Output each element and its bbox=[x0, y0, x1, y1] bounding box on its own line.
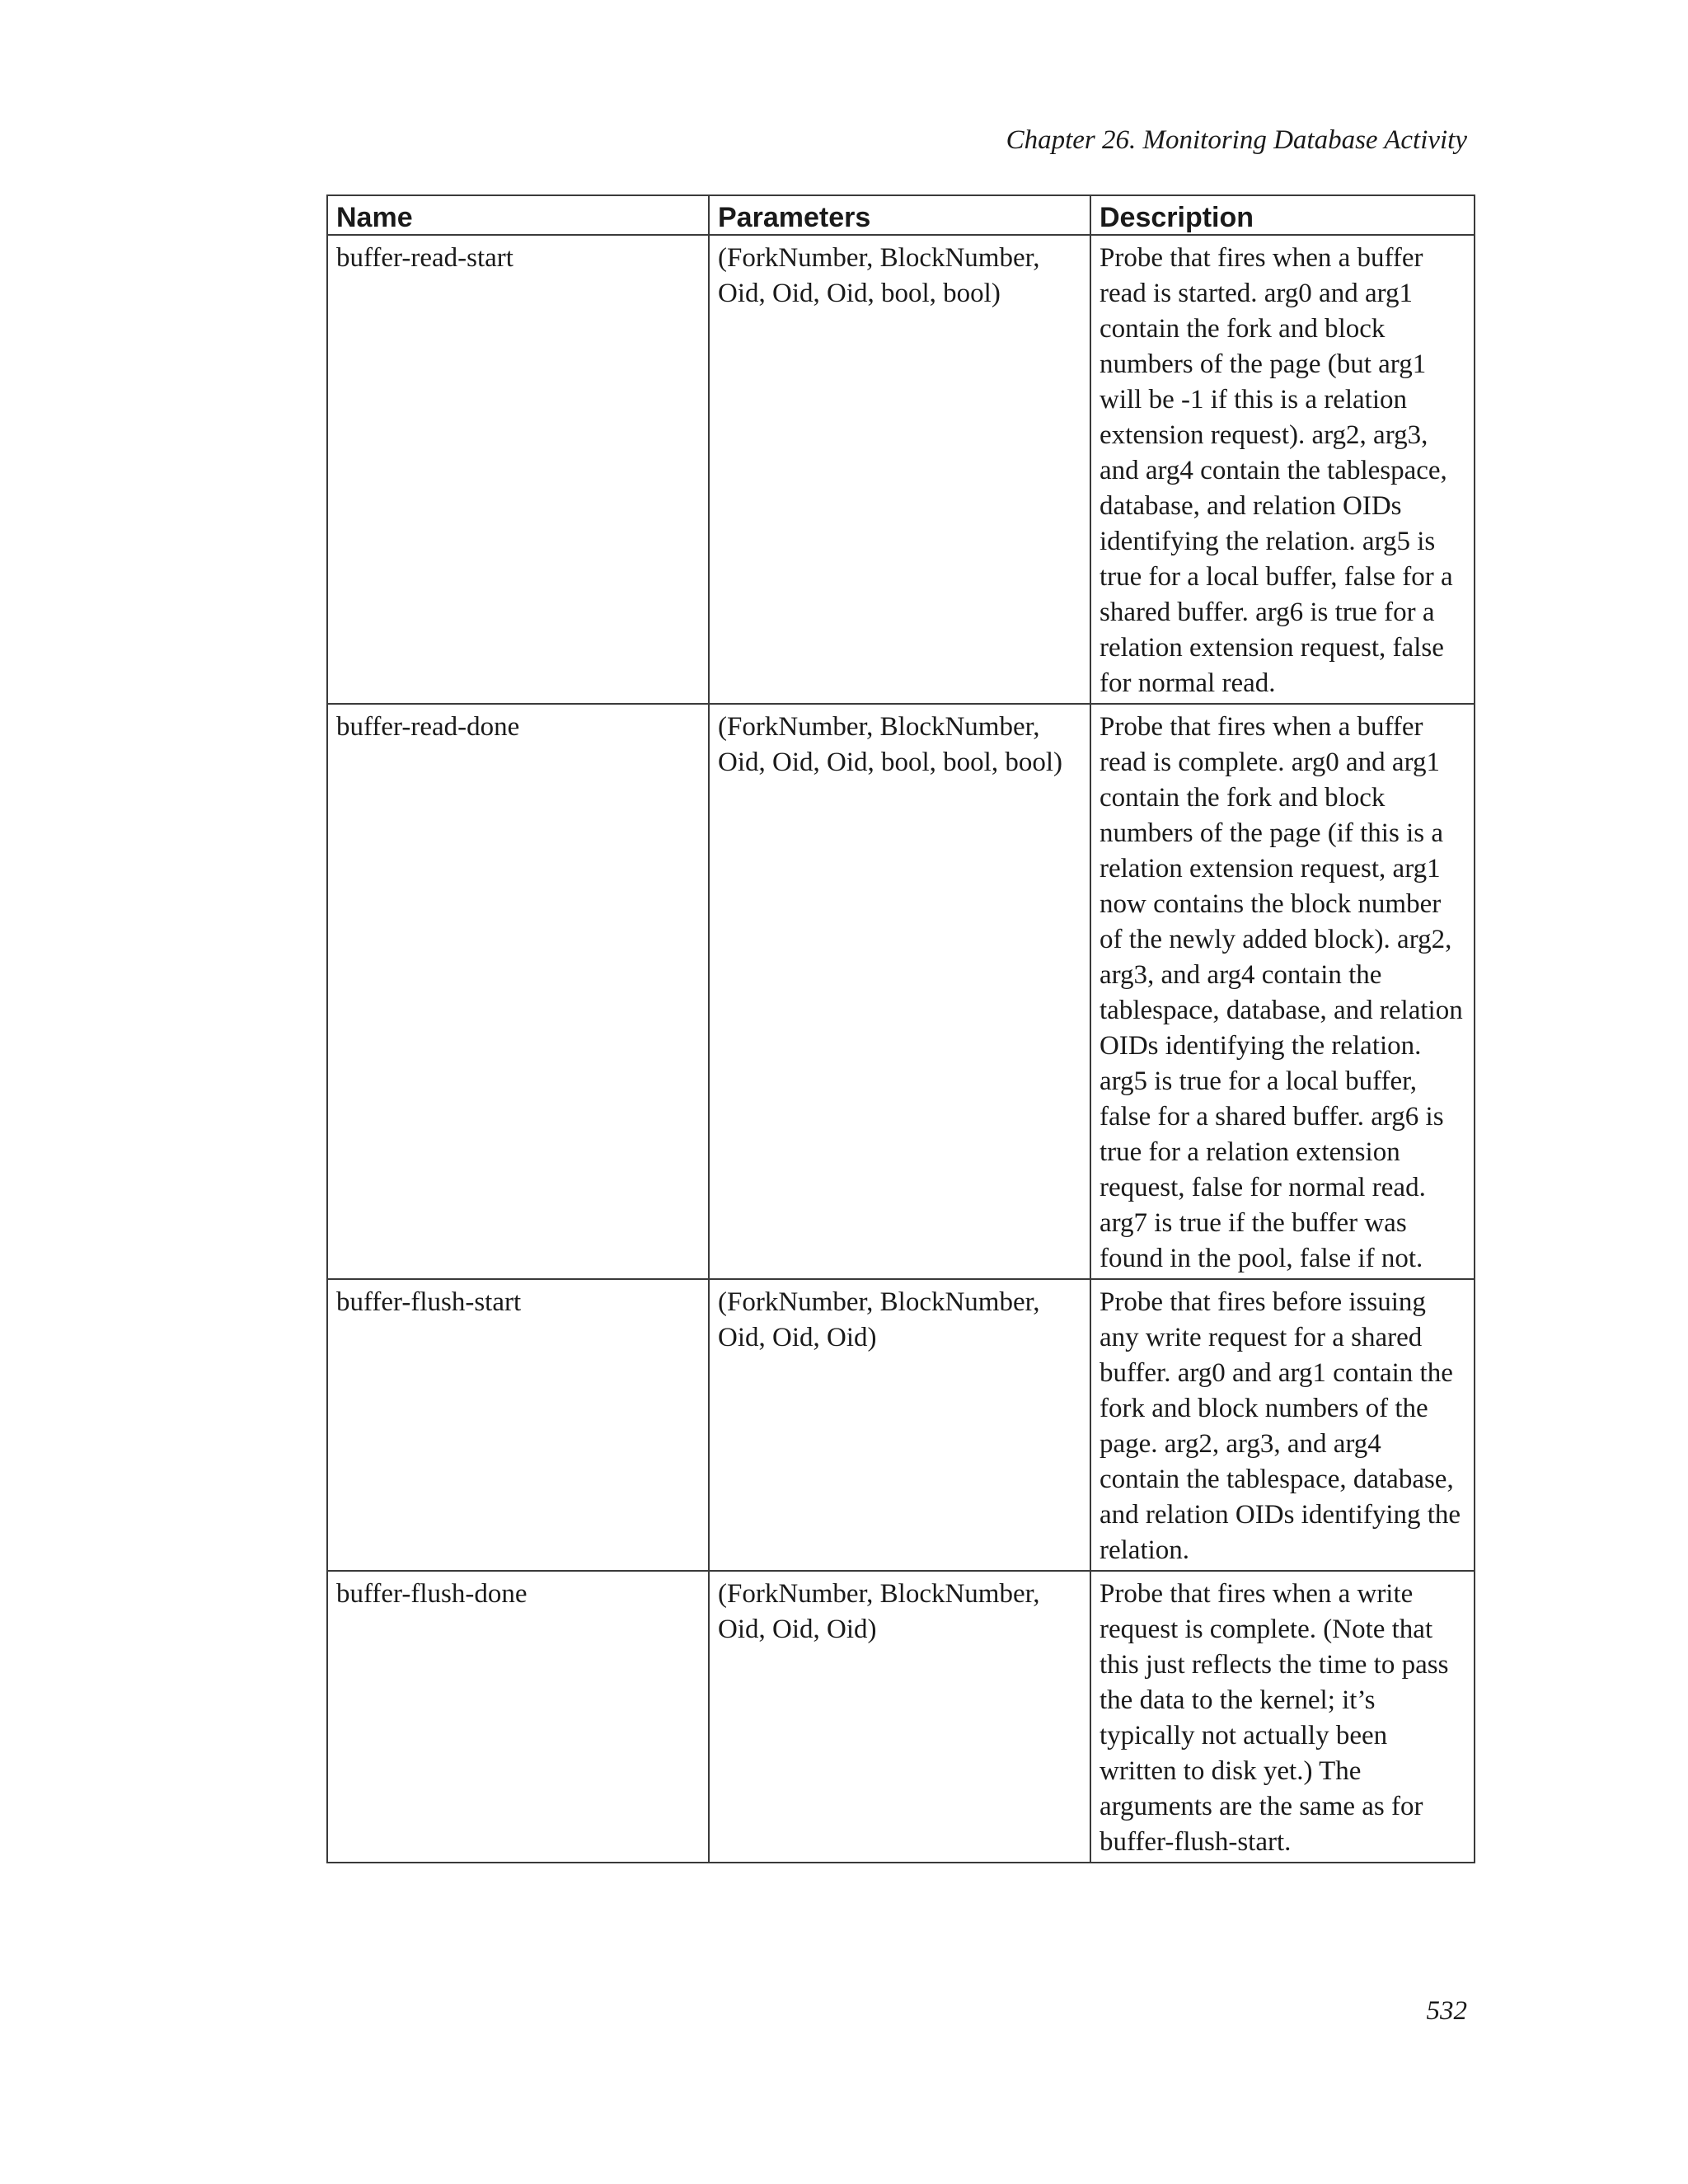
probe-table bbox=[326, 194, 1475, 1863]
probe-name-cell: buffer-flush-start bbox=[327, 1279, 709, 1571]
probe-parameters-cell: (ForkNumber, BlockNumber, Oid, Oid, Oid) bbox=[709, 1279, 1090, 1571]
table-row bbox=[327, 1279, 1475, 1571]
probe-parameters-cell: (ForkNumber, BlockNumber, Oid, Oid, Oid, bool, bool, bool) bbox=[709, 704, 1090, 1279]
column-header-name: Name bbox=[327, 195, 709, 235]
probe-name-cell: buffer-read-done bbox=[327, 704, 709, 1279]
page-number: 532 bbox=[1426, 1996, 1467, 2026]
table-row bbox=[327, 704, 1475, 1279]
probe-description-cell: Probe that fires when a buffer read is complete. arg0 and arg1 contain the fork and block numbers of the page (if this is a relation extension request, arg1 now contains the block number of the newly added block). arg2, arg3, and arg4 contain the tablespace, database, and relation OIDs identifying the relation. arg5 is true for a local buffer, false for a shared buffer. arg6 is true for a relation extension request, false for normal read. arg7 is true if the buffer was found in the pool, false if not. bbox=[1090, 704, 1475, 1279]
table-row bbox=[327, 1571, 1475, 1863]
probe-name-cell: buffer-read-start bbox=[327, 235, 709, 704]
probe-parameters-cell: (ForkNumber, BlockNumber, Oid, Oid, Oid) bbox=[709, 1571, 1090, 1863]
table-row bbox=[327, 235, 1475, 704]
probe-description-cell: Probe that fires when a buffer read is started. arg0 and arg1 contain the fork and block numbers of the page (but arg1 will be -1 if this is a relation extension request). arg2, arg3, and arg4 contain the tablespace, database, and relation OIDs identifying the relation. arg5 is true for a local buffer, false for a shared buffer. arg6 is true for a relation extension request, false for normal read. bbox=[1090, 235, 1475, 704]
probe-description-cell: Probe that fires before issuing any write request for a shared buffer. arg0 and arg1 contain the fork and block numbers of the page. arg2, arg3, and arg4 contain the tablespace, database, and relation OIDs identifying the relation. bbox=[1090, 1279, 1475, 1571]
column-header-parameters: Parameters bbox=[709, 195, 1090, 235]
table-header-row bbox=[327, 195, 1475, 235]
probe-name-cell: buffer-flush-done bbox=[327, 1571, 709, 1863]
probe-parameters-cell: (ForkNumber, BlockNumber, Oid, Oid, Oid, bool, bool) bbox=[709, 235, 1090, 704]
probe-description-cell: Probe that fires when a write request is complete. (Note that this just reflects the time to pass the data to the kernel; it’s typically not actually been written to disk yet.) The arguments are the same as for buffer-flush-start. bbox=[1090, 1571, 1475, 1863]
column-header-description: Description bbox=[1090, 195, 1475, 235]
running-header: Chapter 26. Monitoring Database Activity bbox=[1006, 125, 1467, 155]
